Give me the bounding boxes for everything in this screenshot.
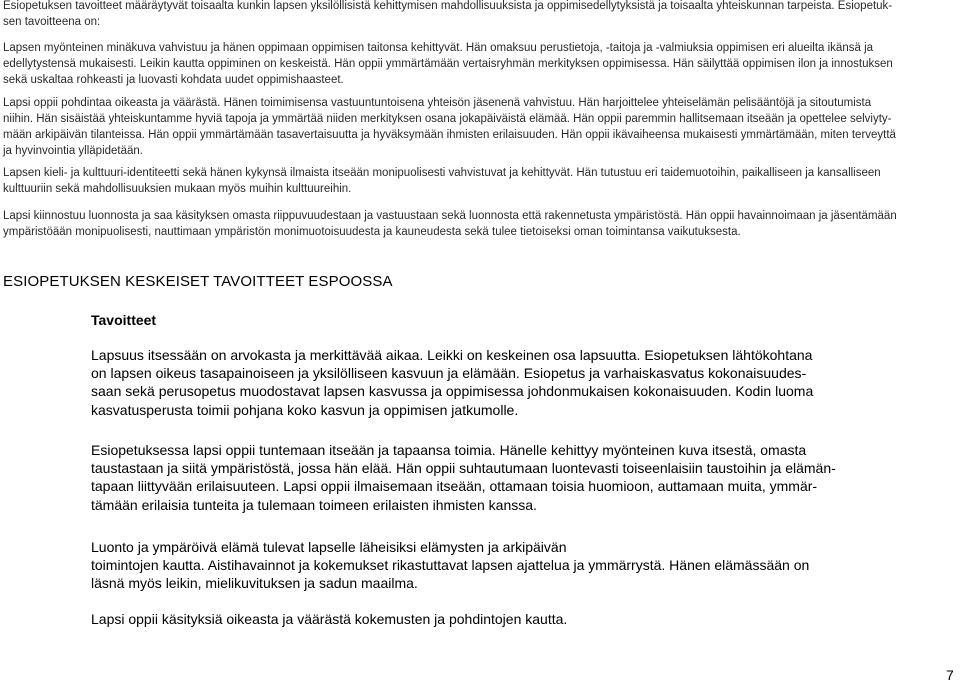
body-paragraph-4: [91, 610, 959, 628]
goal-line: Lapsen myönteinen minäkuva vahvistuu ja hänen oppimaan oppimisen taitonsa kehittyvät. Hän omaksuu perustietoja, -taitoja ja -valmiuksia oppimisen eri alueilta ikänsä ja: [3, 42, 874, 54]
body-paragraph-3: [91, 538, 959, 593]
page-number: 7: [946, 667, 954, 683]
body-paragraph-1: [91, 346, 959, 419]
body-line: Lapsi oppii käsityksiä oikeasta ja väärästä kokemusten ja pohdintojen kautta.: [91, 611, 568, 627]
body-line: on lapsen oikeus tasapainoiseen ja yksilölliseen kasvuun ja elämään. Esiopetus ja varhaiskasvatus kokonaisuudes-: [91, 365, 807, 382]
goal-paragraph-2: [3, 95, 958, 159]
body-line: tämään erilaisia tunteita ja tulemaan toimeen erilaisten ihmisten kanssa.: [91, 496, 537, 513]
section-heading: ESIOPETUKSEN KESKEISET TAVOITTEET ESPOOSSA: [3, 273, 393, 290]
body-paragraph-2: [91, 441, 959, 514]
goal-paragraph-1: [3, 40, 958, 88]
goal-line: Lapsi oppii pohdintaa oikeasta ja väärästä. Hänen toimimisensa vastuuntuntoisena yhteisön jäsenenä vahvistuu. Hän harjoittelee yhteiselämän pelisääntöjä ja sitoutumista: [3, 97, 872, 109]
body-line: läsnä myös leikin, mielikuvituksen ja sadun maailma.: [91, 575, 418, 592]
intro-paragraph: [3, 0, 958, 30]
goal-line: sekä uskaltaa rohkeasti ja luovasti kohdata uudet oppimishaasteet.: [3, 74, 344, 86]
body-line: Esiopetuksessa lapsi oppii tuntemaan itseään ja tapaansa toimia. Hänelle kehittyy myönteinen kuva itsestä, omasta: [91, 442, 807, 458]
goal-line: ja hyvinvointia ylläpidetään.: [3, 145, 144, 157]
intro-line: sen tavoitteena on:: [3, 16, 101, 28]
goal-line: Lapsi kiinnostuu luonnosta ja saa käsityksen omasta riippuvuudestaan ja vastuustaan sekä luonnosta että rakennetusta ympäristöstä. Hän oppii havainnoimaan ja jäsentämään: [3, 210, 897, 222]
body-line: toimintojen kautta. Aistihavainnot ja kokemukset rikastuttavat lapsen ajattelua ja ymmärrystä. Hänen elämässään on: [91, 557, 810, 574]
goal-line: mään arkipäivän tilanteissa. Hän oppii ymmärtämään tasavertaisuutta ja hyväksymään ihmisten erilaisuuden. Hän oppii ikävaiheensa mukaisesti ymmärtämään, miten terveyttä: [3, 129, 896, 141]
goal-line: kulttuuriin sekä mahdollisuuksien mukaan myös muihin kulttuureihin.: [3, 183, 352, 195]
goal-line: ympäristöään monipuolisesti, nauttimaan ympäristön monimuotoisuudesta ja kauneudesta sekä tulee tietoiseksi oman toimintansa vaikutuksesta.: [3, 226, 741, 238]
body-line: Luonto ja ympäröivä elämä tulevat lapselle läheisiksi elämysten ja arkipäivän: [91, 539, 567, 555]
body-line: Lapsuus itsessään on arvokasta ja merkittävää aikaa. Leikki on keskeinen osa lapsuutta. Esiopetuksen lähtökohtana: [91, 347, 813, 363]
body-line: kasvatusperusta toimii pohjana koko kasvun ja oppimisen jatkumolle.: [91, 401, 519, 418]
intro-line: Esiopetuksen tavoitteet määräytyvät toisaalta kunkin lapsen yksilöllisistä kehittymisen mahdollisuuksista ja oppimisedellytyksistä ja toisaalta yhteiskunnan tarpeista. Esiopetuk-: [3, 0, 893, 12]
section-subheading: Tavoitteet: [91, 312, 157, 328]
goal-paragraph-3: [3, 165, 958, 197]
goal-line: edellytystensä mukaisesti. Leikin kautta oppiminen on keskeistä. Hän oppii ymmärtämään vertaisryhmän merkityksen oppimisessa. Hän säilyttää oppimisen ilon ja innostuksen: [3, 58, 893, 70]
body-line: tapaan liittyvään erilaisuuteen. Lapsi oppii ilmaisemaan itseään, ottamaan toisia huomioon, auttamaan muita, ymmär-: [91, 478, 818, 495]
body-line: taustastaan ja siitä ympäristöstä, jossa hän elää. Hän oppii suhtautumaan luontevasti toiseenlaisiin taustoihin ja elämän-: [91, 460, 836, 477]
goal-line: niihin. Hän sisäistää yhteiskuntamme hyviä tapoja ja ymmärtää niiden merkityksen osana jokapäiväistä elämää. Hän oppii paremmin hallitsemaan itseään ja opettelee selviyty-: [3, 113, 892, 125]
goal-paragraph-4: [3, 208, 958, 240]
body-line: saan sekä perusopetus muodostavat lapsen kasvussa ja oppimisessa johdonmukaisen kokonaisuuden. Kodin luoma: [91, 383, 814, 400]
goal-line: Lapsen kieli- ja kulttuuri-identiteetti sekä hänen kykynsä ilmaista itseään monipuolisesti vahvistuvat ja kehittyvät. Hän tutustuu eri taidemuotoihin, paikalliseen ja kansalliseen: [3, 167, 881, 179]
